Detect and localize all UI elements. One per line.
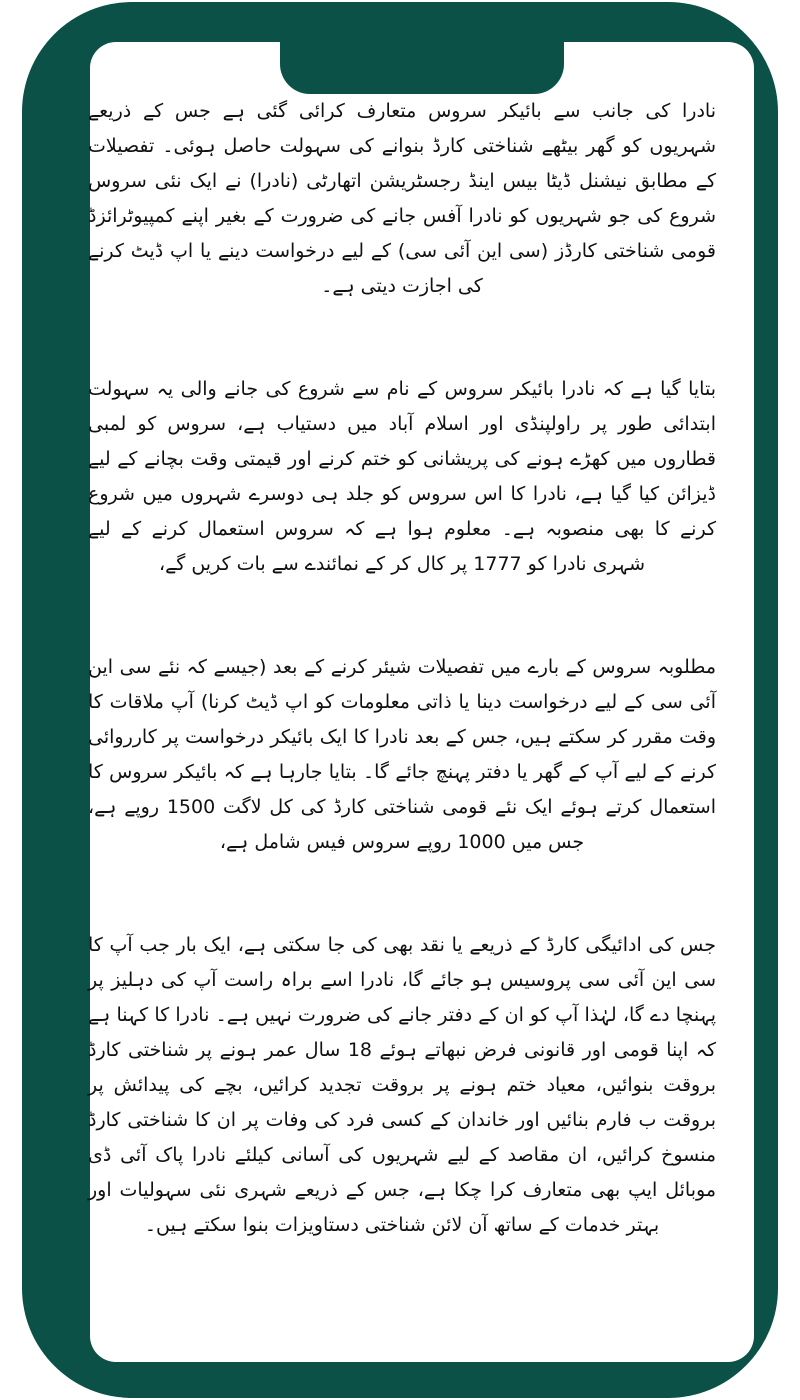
article-body — [88, 94, 716, 1243]
article-paragraph: مطلوبہ سروس کے بارے میں تفصیلات شیئر کرنے کے بعد (جیسے کہ نئے سی این آئی سی کے لیے درخواست دینا یا ذاتی معلومات کو اپ ڈیٹ کرنا) آپ ملاقات کا وقت مقرر کر سکتے ہیں، جس کے بعد نادرا کا ایک بائیکر درخواست پر کارروائی کرنے کے لیے آپ کے گھر یا دفتر پہنچ جائے گا۔ بتایا جارہا ہے کہ بائیکر سروس کا استعمال کرتے ہوئے ایک نئے قومی شناختی کارڈ کی کل لاگت 1500 روپے ہے، جس میں 1000 روپے سروس فیس شامل ہے، — [88, 656, 716, 853]
article-paragraph: بتایا گیا ہے کہ نادرا بائیکر سروس کے نام سے شروع کی جانے والی یہ سہولت ابتدائی طور پر راولپنڈی اور اسلام آباد میں دستیاب ہے، سروس کو لمبی قطاروں میں کھڑے ہونے کی پریشانی کو ختم کرنے اور قیمتی وقت بچانے کے لیے ڈیزائن کیا گیا ہے، نادرا کا اس سروس کو جلد ہی دوسرے شہروں میں شروع کرنے کا بھی منصوبہ ہے۔ معلوم ہوا ہے کہ سروس استعمال کرنے کے لیے شہری نادرا کو 1777 پر کال کر کے نمائندے سے بات کریں گے، — [88, 378, 716, 575]
article-paragraph: جس کی ادائیگی کارڈ کے ذریعے یا نقد بھی کی جا سکتی ہے، ایک بار جب آپ کا سی این آئی سی پروسیس ہو جائے گا، نادرا اسے براہ راست آپ کی دہلیز پر پہنچا دے گا، لہٰذا آپ کو ان کے دفتر جانے کی ضرورت نہیں ہے۔ نادرا کا کہنا ہے کہ اپنا قومی اور قانونی فرض نبھاتے ہوئے 18 سال عمر ہونے پر شناختی کارڈ بروقت بنوائیں، معیاد ختم ہونے پر بروقت تجدید کرائیں، بچے کی پیدائش پر بروقت ب فارم بنائیں اور خاندان کے کسی فرد کی وفات پر ان کا شناختی کارڈ منسوخ کرائیں، ان مقاصد کے لیے شہریوں کی آسانی کیلئے نادرا پاک آئی ڈی موبائل ایپ بھی متعارف کرا چکا ہے، جس کے ذریعے شہری نئی سہولیات اور بہتر خدمات کے ساتھ آن لائن شناختی دستاویزات بنوا سکتے ہیں۔ — [88, 934, 716, 1236]
phone-notch — [280, 2, 564, 94]
article-paragraph: نادرا کی جانب سے بائیکر سروس متعارف کرائی گئی ہے جس کے ذریعے شہریوں کو گھر بیٹھے شناختی کارڈ بنوانے کی سہولت حاصل ہوئی۔ تفصیلات کے مطابق نیشنل ڈیٹا بیس اینڈ رجسٹریشن اتھارٹی (نادرا) نے ایک نئی سروس شروع کی جو شہریوں کو نادرا آفس جانے کی ضرورت کے بغیر اپنے کمپیوٹرائزڈ قومی شناختی کارڈز (سی این آئی سی) کے لیے درخواست دینے یا اپ ڈیٹ کرنے کی اجازت دیتی ہے۔ — [88, 100, 716, 297]
